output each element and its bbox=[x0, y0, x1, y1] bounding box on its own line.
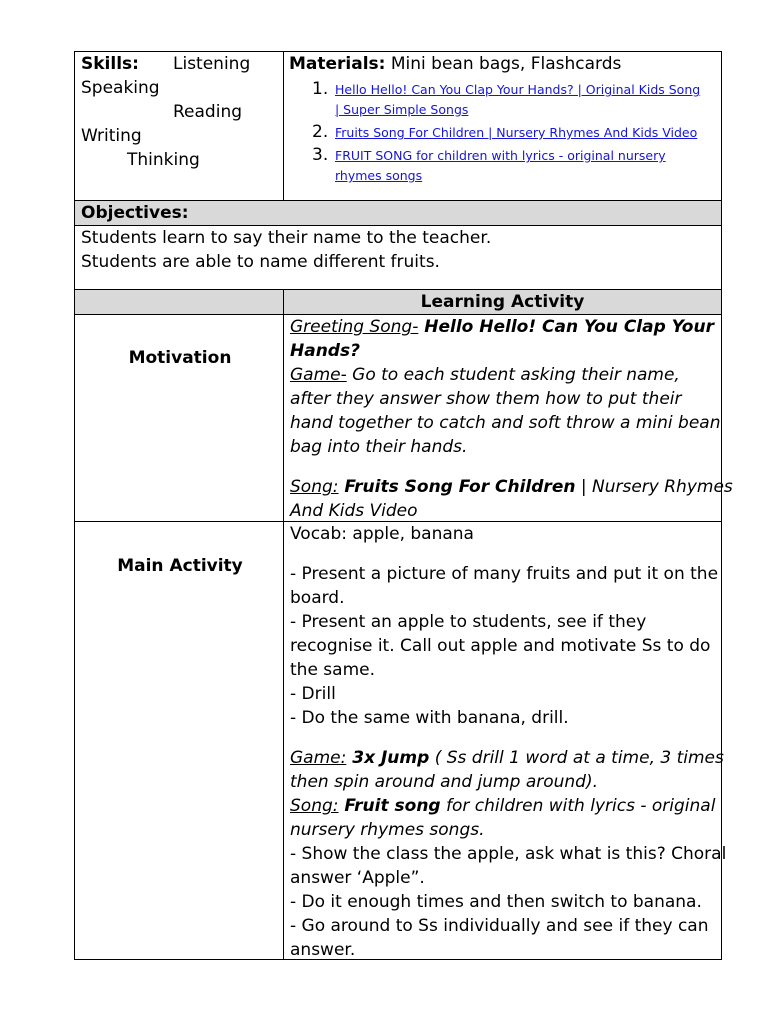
materials-value: Mini bean bags, Flashcards bbox=[390, 54, 622, 74]
game-desc-1: Go to each student asking their name, bbox=[346, 365, 680, 385]
main-song-desc-2: nursery rhymes songs. bbox=[290, 820, 485, 840]
hello-song-link[interactable]: Hello Hello! Can You Clap Your Hands? | Original Kids Song bbox=[335, 82, 701, 97]
motivation-row bbox=[74, 314, 733, 522]
song-title: Fruits Song For Children bbox=[338, 477, 576, 497]
greeting-song-title: Hello Hello! Can You Clap Your bbox=[418, 317, 714, 337]
main-activity-content-cell bbox=[283, 521, 727, 960]
skills-label: Skills: bbox=[81, 54, 139, 74]
learning-activity-header-right bbox=[283, 289, 722, 315]
materials-label: Materials: bbox=[289, 54, 386, 74]
main-activity-label: Main Activity bbox=[117, 556, 243, 576]
step-line-5: the same. bbox=[290, 660, 375, 680]
objectives-header-row bbox=[74, 200, 722, 225]
objective-2: Students are able to name different fruits. bbox=[81, 252, 440, 272]
main-game-desc-2: then spin around and jump around). bbox=[290, 772, 599, 792]
step-line-7: - Do the same with banana, drill. bbox=[290, 708, 569, 728]
main-game-line bbox=[290, 746, 724, 770]
skills-cell bbox=[74, 51, 284, 201]
objectives-content-row bbox=[74, 225, 722, 290]
song-line bbox=[290, 475, 733, 499]
greeting-song-line bbox=[290, 315, 714, 339]
link-number-3: 3. bbox=[312, 145, 329, 165]
closing-line-2: answer ‘Apple”. bbox=[290, 868, 425, 888]
game-label: Game- bbox=[290, 365, 347, 385]
main-song-line bbox=[290, 794, 715, 818]
game-line bbox=[290, 363, 680, 387]
song-label: Song: bbox=[290, 477, 339, 497]
main-activity-label-cell bbox=[74, 521, 284, 960]
motivation-label: Motivation bbox=[128, 348, 232, 368]
main-activity-row bbox=[74, 521, 727, 960]
step-line-2: board. bbox=[290, 588, 345, 608]
fruit-song-lyrics-link-cont[interactable]: rhymes songs bbox=[335, 168, 423, 183]
step-line-3: - Present an apple to students, see if they bbox=[290, 612, 647, 632]
learning-activity-header-left bbox=[74, 289, 284, 315]
main-game-label: Game: bbox=[290, 748, 347, 768]
greeting-song-label: Greeting Song- bbox=[290, 317, 419, 337]
step-line-1: - Present a picture of many fruits and put it on the bbox=[290, 564, 719, 584]
objective-1: Students learn to say their name to the teacher. bbox=[81, 228, 492, 248]
skill-listening: Listening bbox=[173, 54, 251, 74]
fruits-song-link[interactable]: Fruits Song For Children | Nursery Rhymes And Kids Video bbox=[335, 125, 698, 140]
song-rest-2: And Kids Video bbox=[290, 501, 418, 521]
objectives-label: Objectives: bbox=[81, 203, 189, 223]
song-separator: | bbox=[575, 477, 592, 497]
learning-activity-header: Learning Activity bbox=[420, 292, 585, 312]
step-line-6: - Drill bbox=[290, 684, 336, 704]
motivation-label-cell bbox=[74, 314, 284, 522]
game-desc-3: hand together to catch and soft throw a mini bean bbox=[290, 413, 721, 433]
main-song-label: Song: bbox=[290, 796, 339, 816]
skill-thinking: Thinking bbox=[127, 150, 200, 170]
materials-cell bbox=[283, 51, 722, 201]
motivation-content-cell bbox=[283, 314, 733, 522]
skills-materials-row bbox=[74, 51, 722, 201]
closing-line-4: - Go around to Ss individually and see if they can bbox=[290, 916, 709, 936]
link-number-2: 2. bbox=[312, 122, 329, 142]
closing-line-1: - Show the class the apple, ask what is this? Choral bbox=[290, 844, 727, 864]
skill-speaking: Speaking bbox=[81, 78, 160, 98]
main-song-desc-1: for children with lyrics - original bbox=[440, 796, 716, 816]
game-desc-2: after they answer show them how to put their bbox=[290, 389, 682, 409]
main-song-title: Fruit song bbox=[338, 796, 441, 816]
closing-line-3: - Do it enough times and then switch to banana. bbox=[290, 892, 702, 912]
hello-song-link-cont[interactable]: | Super Simple Songs bbox=[335, 102, 469, 117]
learning-activity-header-row bbox=[74, 289, 722, 315]
game-desc-4: bag into their hands. bbox=[290, 437, 468, 457]
skill-reading: Reading bbox=[173, 102, 243, 122]
materials-line bbox=[289, 52, 621, 76]
skill-writing: Writing bbox=[81, 126, 142, 146]
greeting-song-title-cont: Hands? bbox=[290, 341, 360, 361]
closing-line-5: answer. bbox=[290, 940, 356, 960]
fruit-song-lyrics-link[interactable]: FRUIT SONG for children with lyrics - original nursery bbox=[335, 148, 666, 163]
vocab-line: Vocab: apple, banana bbox=[290, 524, 474, 544]
main-game-title: 3x Jump bbox=[346, 748, 430, 768]
link-number-1: 1. bbox=[312, 79, 329, 99]
main-game-desc-1: ( Ss drill 1 word at a time, 3 times bbox=[429, 748, 724, 768]
song-rest-1: Nursery Rhymes bbox=[592, 477, 733, 497]
step-line-4: recognise it. Call out apple and motivate Ss to do bbox=[290, 636, 711, 656]
